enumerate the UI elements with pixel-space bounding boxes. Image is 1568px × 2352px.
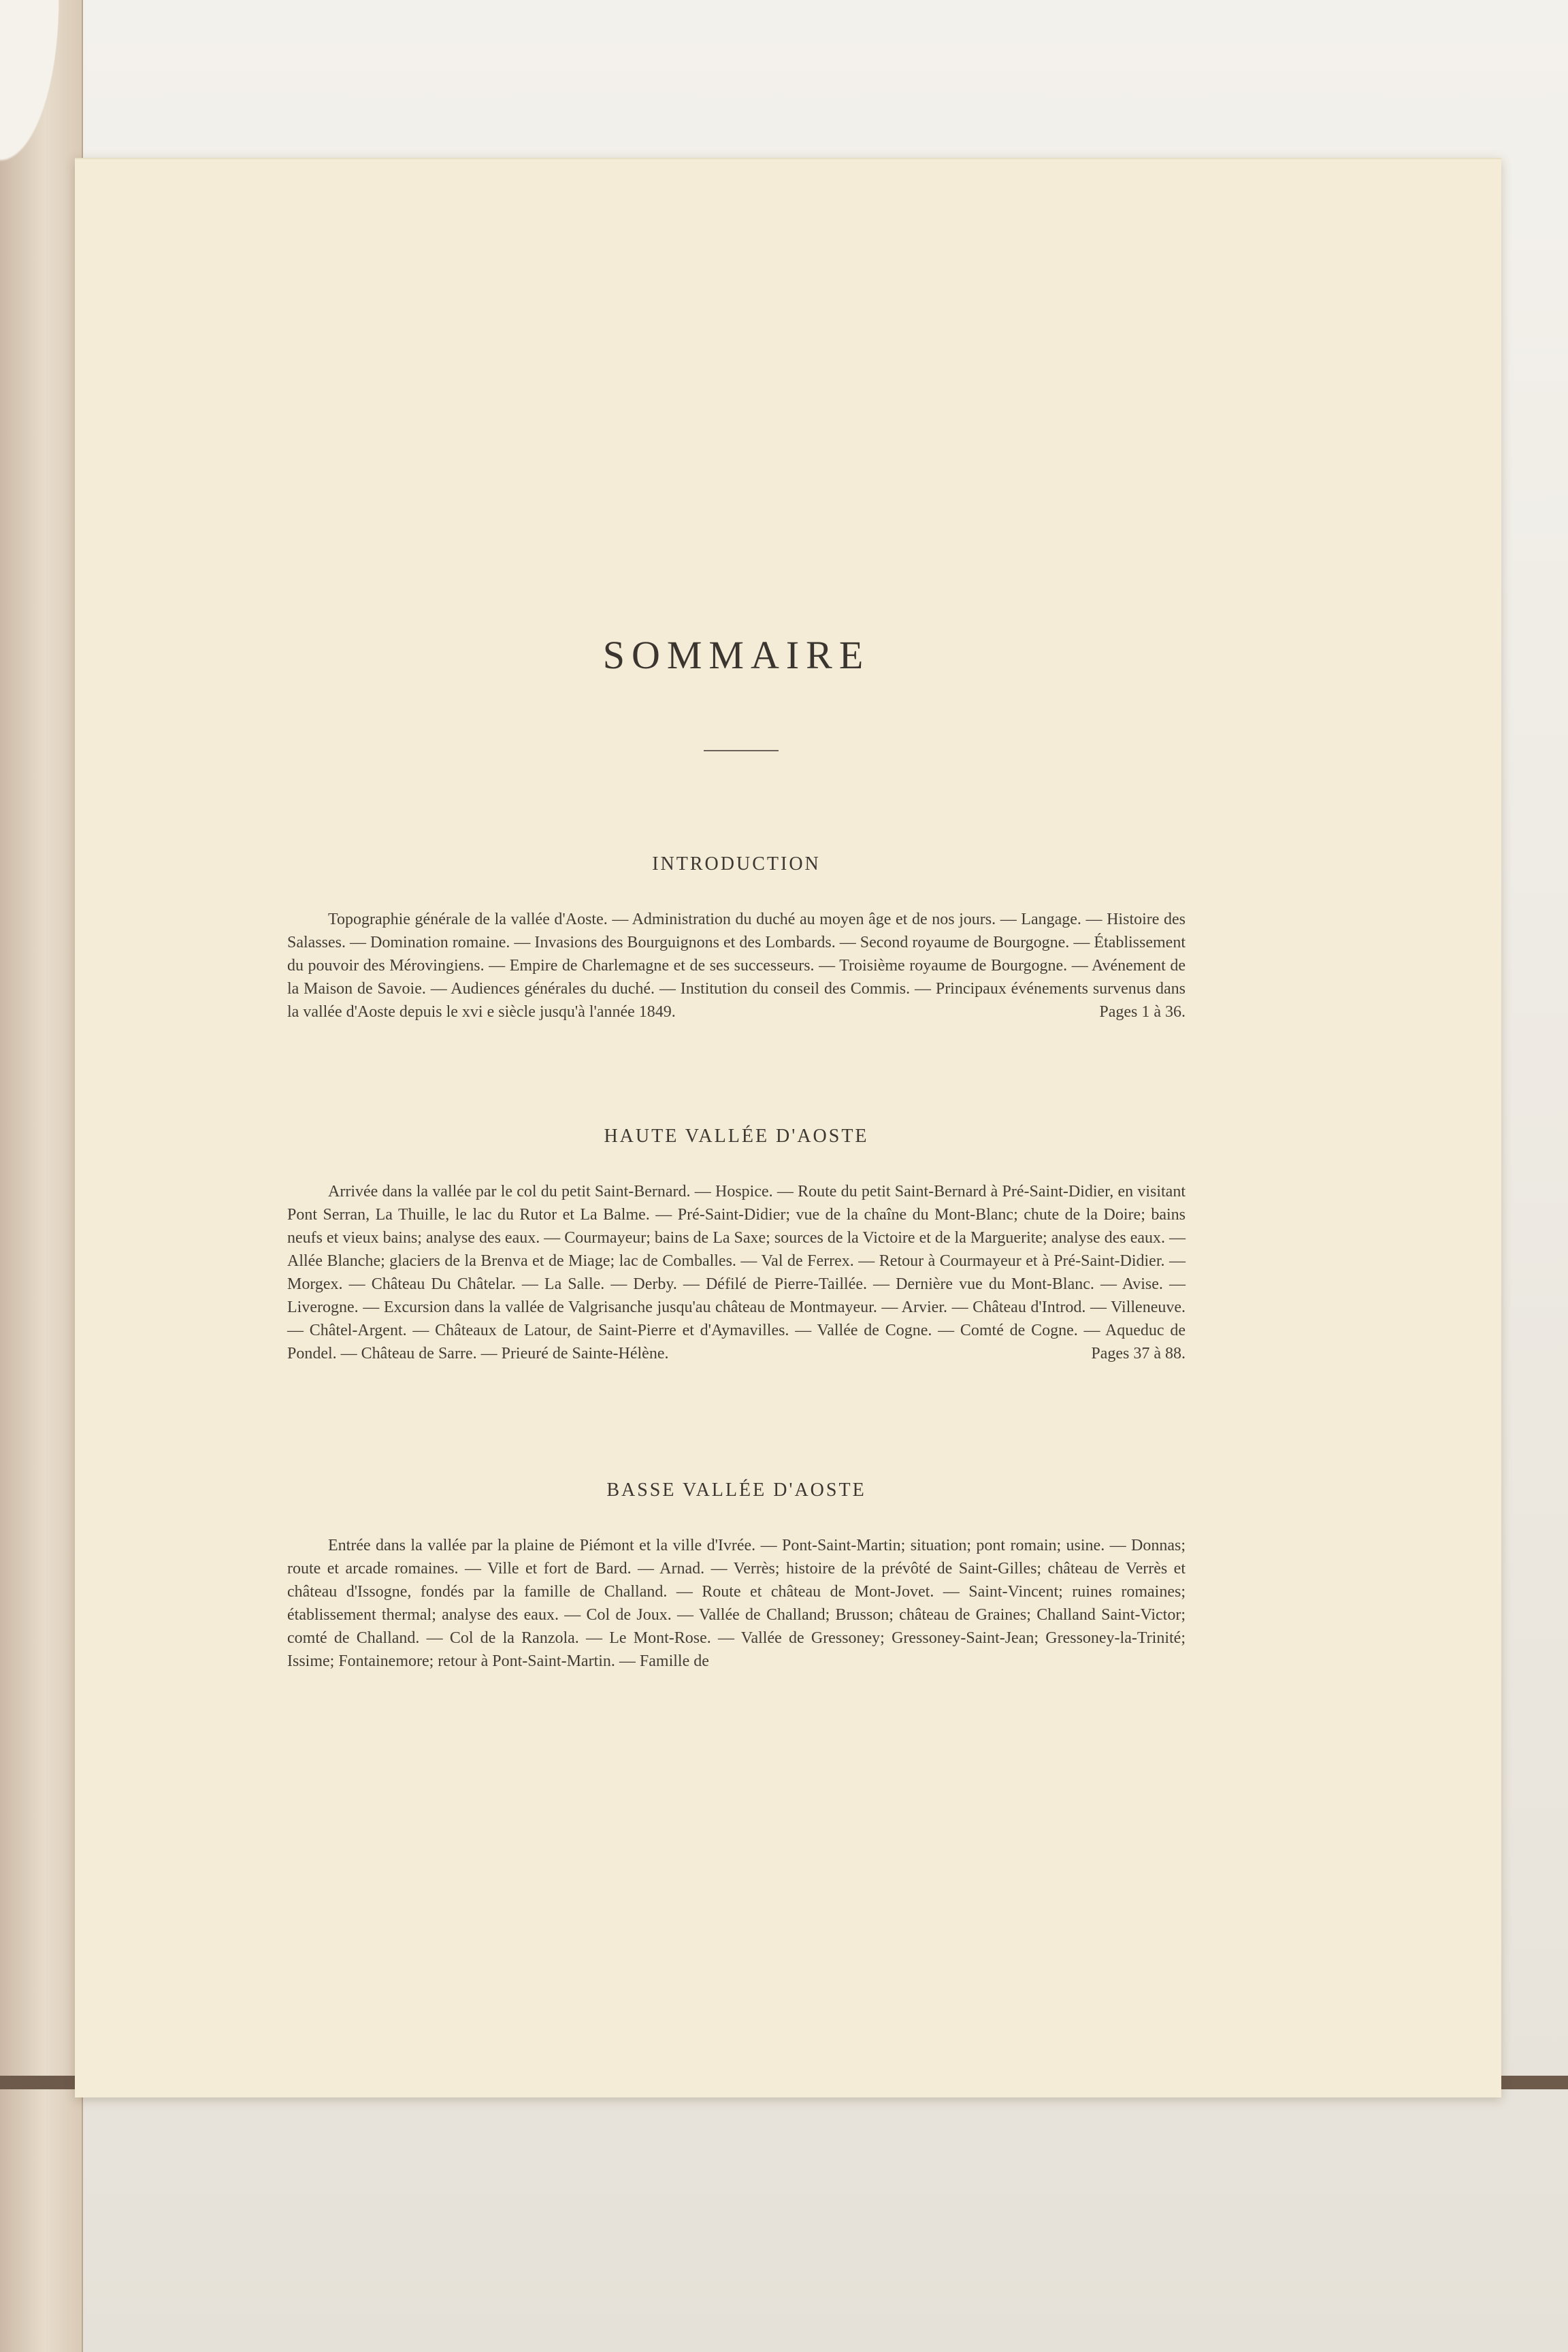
page-range: Pages 37 à 88. [1091, 1345, 1186, 1362]
page-title: SOMMAIRE [602, 633, 870, 677]
section-text-haute-vallee [287, 1180, 1186, 1365]
section-body: Topographie générale de la vallée d'Aoste. — Administration du duché au moyen âge et de nos jours. — Langage. — Histoire des Salasses. — Domination romaine. — Invasions des Bourguignons et des Lombards. — Second royaume de Bourgogne. — Établissement du pouvoir des Mérovingiens. — Empire de Charlemagne et de ses successeurs. — Troisième royaume de Bourgogne. — Avénement de la Maison de Savoie. — Audiences générales du duché. — Institution du conseil des Commis. — Principaux événements survenus dans la vallée d'Aoste depuis le xvi e siècle jusqu'à l'année 1849. [287, 911, 1186, 1021]
section-heading-haute-vallee: HAUTE VALLÉE D'AOSTE [604, 1126, 869, 1147]
title-divider [704, 750, 779, 751]
page-range: Pages 1 à 36. [1099, 1003, 1186, 1021]
page-curl [0, 0, 75, 204]
section-text-basse-vallee [287, 1534, 1186, 1673]
section-heading-introduction: INTRODUCTION [652, 853, 821, 875]
section-body: Entrée dans la vallée par la plaine de Piémont et la ville d'Ivrée. — Pont-Saint-Martin; situation; pont romain; usine. — Donnas; route et arcade romaines. — Ville et fort de Bard. — Arnad. — Verrès; histoire de la prévôté de Saint-Gilles; château de Verrès et château d'Issogne, fondés par la famille de Challand. — Route et château de Mont-Jovet. — Saint-Vincent; ruines romaines; établissement thermal; analyse des eaux. — Col de Joux. — Vallée de Challand; Brusson; château de Graines; Challand Saint-Victor; comté de Challand. — Col de la Ranzola. — Le Mont-Rose. — Vallée de Gressoney; Gressoney-Saint-Jean; Gressoney-la-Trinité; Issime; Fontainemore; retour à Pont-Saint-Martin. — Famille de [287, 1537, 1186, 1670]
book-page [75, 158, 1501, 2097]
section-body: Arrivée dans la vallée par le col du petit Saint-Bernard. — Hospice. — Route du petit Saint-Bernard à Pré-Saint-Didier, en visitant Pont Serran, La Thuille, le lac du Rutor et La Balme. — Pré-Saint-Didier; vue de la chaîne du Mont-Blanc; chute de la Doire; bains neufs et vieux bains; analyse des eaux. — Courmayeur; bains de La Saxe; sources de la Victoire et de la Marguerite; analyse des eaux. — Allée Blanche; glaciers de la Brenva et de Miage; lac de Comballes. — Val de Ferrex. — Retour à Courmayeur et à Pré-Saint-Didier. — Morgex. — Château Du Châtelar. — La Salle. — Derby. — Défilé de Pierre-Taillée. — Dernière vue du Mont-Blanc. — Avise. — Liverogne. — Excursion dans la vallée de Valgrisanche jusqu'au château de Montmayeur. — Arvier. — Château d'Introd. — Villeneuve. — Châtel-Argent. — Châteaux de Latour, de Saint-Pierre et d'Aymavilles. — Vallée de Cogne. — Comté de Cogne. — Aqueduc de Pondel. — Château de Sarre. — Prieuré de Sainte-Hélène. [287, 1183, 1186, 1362]
section-text-introduction [287, 908, 1186, 1024]
section-heading-basse-vallee: BASSE VALLÉE D'AOSTE [606, 1480, 866, 1501]
left-page-edge [0, 0, 83, 2352]
